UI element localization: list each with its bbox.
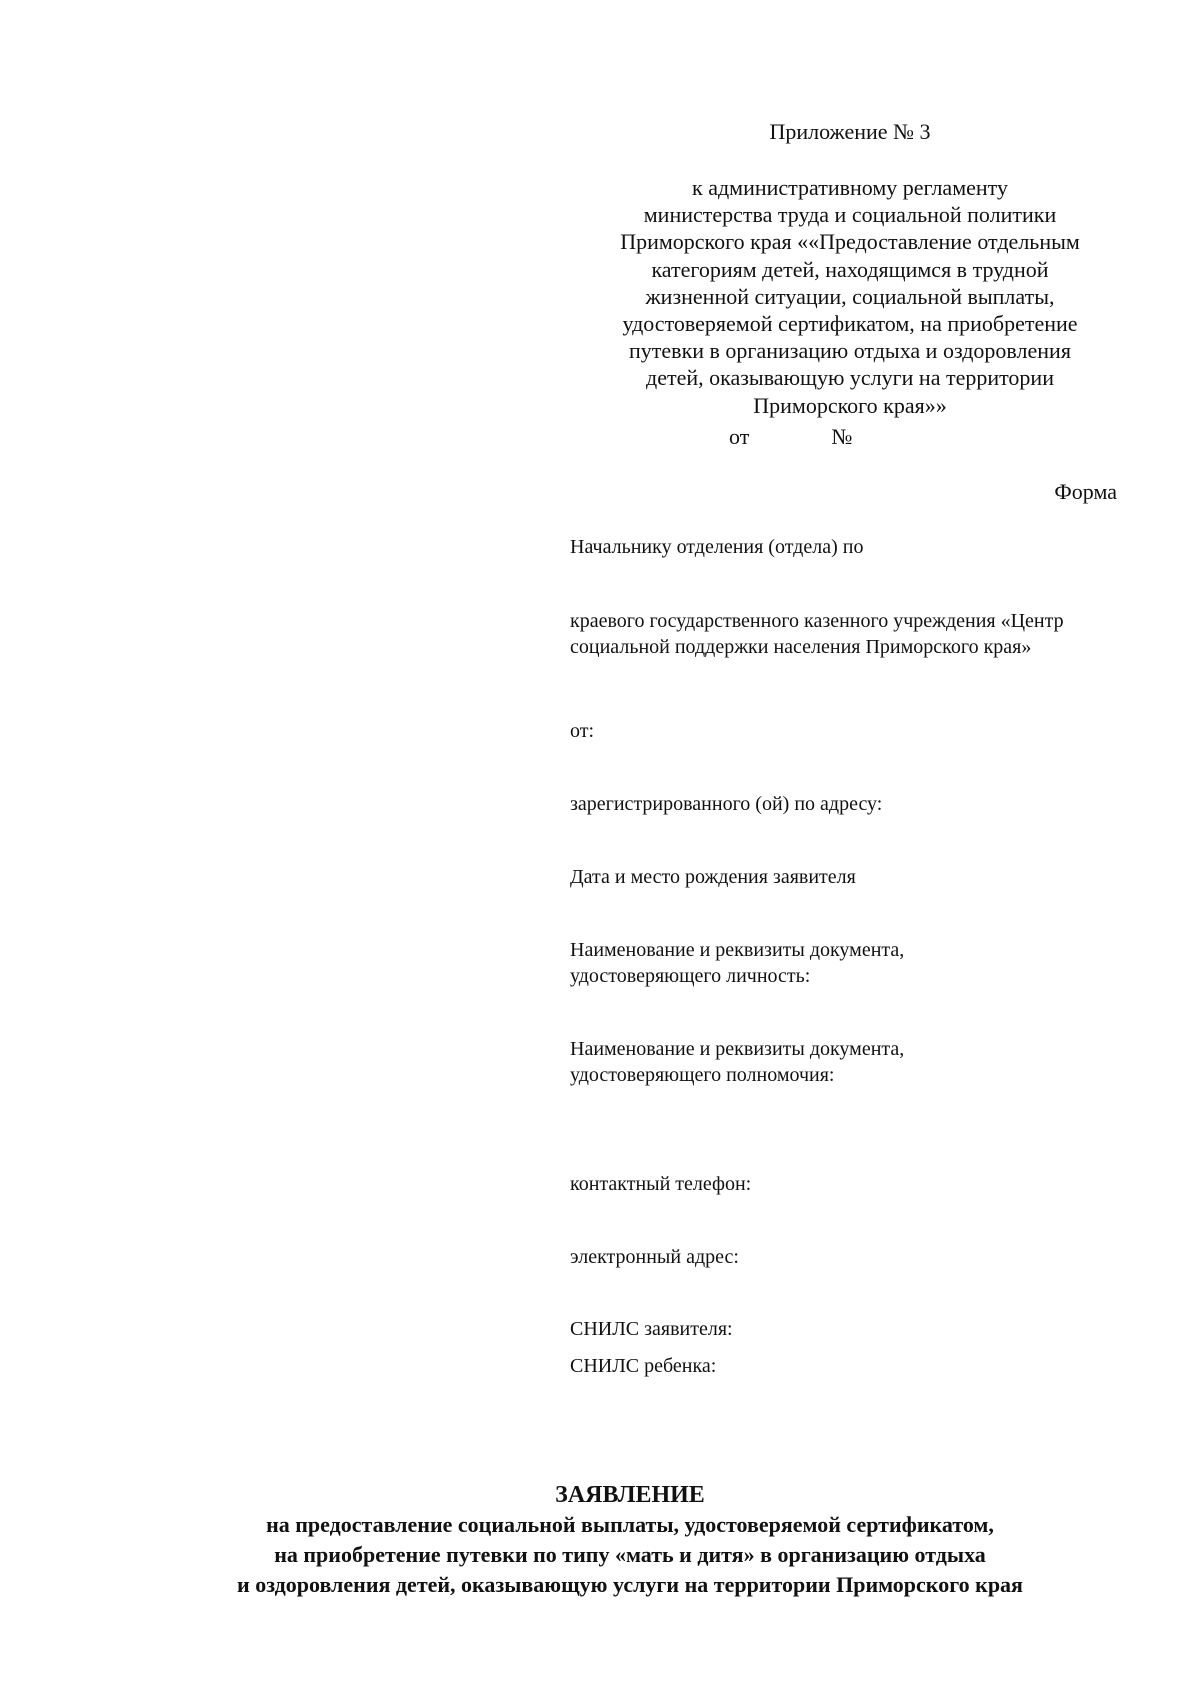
statement-subtitle-line: и оздоровления детей, оказывающую услуги на территории Приморского края: [237, 1572, 1023, 1597]
number-sign: №: [831, 424, 853, 449]
head-of-department-line: Начальнику отделения (отдела) по: [570, 536, 864, 558]
regulation-line: путевки в организацию отдыха и оздоровления: [629, 338, 1071, 364]
date-number-line: [729, 423, 952, 451]
date-prefix: от: [729, 424, 750, 449]
regulation-line: удостоверяемой сертификатом, на приобретение: [622, 311, 1078, 337]
from-field: от:: [570, 720, 595, 742]
regulation-reference: [560, 174, 1140, 419]
regulation-line: детей, оказывающую услуги на территории: [646, 365, 1054, 391]
birth-info-field: Дата и место рождения заявителя: [570, 866, 856, 888]
regulation-line: Приморского края ««Предоставление отдельным: [620, 229, 1080, 255]
phone-field: контактный телефон:: [570, 1173, 752, 1195]
institution-name: краевого государственного казенного учреждения «Центр социальной поддержки населения Приморского края»: [570, 610, 1064, 658]
statement-subtitle-line: на приобретение путевки по типу «мать и дитя» в организацию отдыха: [274, 1542, 986, 1567]
regulation-line: к административному регламенту: [692, 175, 1008, 200]
applicant-snils-field: СНИЛС заявителя:: [570, 1318, 733, 1340]
statement-subtitle-line: на предоставление социальной выплаты, удостоверяемой сертификатом,: [266, 1512, 994, 1537]
form-label: Форма: [1054, 479, 1117, 504]
statement-subtitle: [0, 1510, 1200, 1600]
regulation-line: Приморского края»»: [753, 392, 947, 418]
regulation-line: жизненной ситуации, социальной выплаты,: [645, 283, 1055, 309]
email-field: электронный адрес:: [570, 1246, 739, 1268]
date-blank: [749, 423, 831, 451]
statement-title: ЗАЯВЛЕНИЕ: [555, 1482, 705, 1508]
identity-document-field: Наименование и реквизиты документа, удостоверяющего личность:: [570, 939, 905, 987]
number-blank: [852, 423, 952, 451]
regulation-line: министерства труда и социальной политики: [643, 202, 1057, 228]
child-snils-field: СНИЛС ребенка:: [570, 1355, 717, 1377]
authority-document-field: Наименование и реквизиты документа, удостоверяющего полномочия:: [570, 1038, 905, 1086]
appendix-title: Приложение № 3: [769, 119, 931, 144]
registered-address-field: зарегистрированного (ой) по адресу:: [570, 793, 883, 815]
regulation-line: категориям детей, находящимся в трудной: [651, 256, 1049, 282]
